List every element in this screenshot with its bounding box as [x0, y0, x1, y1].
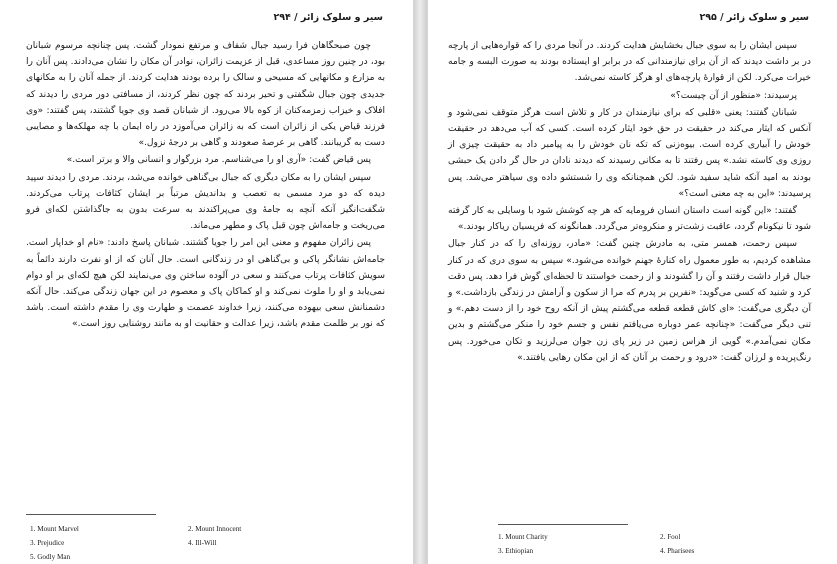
footnote-rule: [26, 514, 156, 515]
paragraph: پرسیدند: «منظور از آن چیست؟»: [670, 90, 797, 101]
footnote: 4. Ill-Will: [188, 539, 217, 547]
left-page: [0, 0, 414, 564]
paragraph: پس زائران مفهوم و معنی این امر را جویا گشتند. شبانان پاسخ دادند: «نام او خداپار است. جامه‌اش نشانگر پاکی و بی‌گناهی او در زندگانی است. حال آنان که از او نفرت دارند دائماً به سویش کثافات پرتاب می‌کنند و سعی در آلوده ساختن وی می‌نمایند لکن هیچ لکه‌ای بر او دوام نمی‌یابد و او را ملوث نمی‌کند و او کماکان پاک و معصوم در این جهان زندگی می‌کند. حال آنکه دشمنانش سعی بیهوده می‌کنند، زیرا خداوند عصمت و طهارت وی را مقدم داشته است. باشد که نور بر ظلمت مقدم باشد، زیرا عدالت و حقانیت او به مانند روشنایی روز است.»: [26, 238, 385, 330]
running-head: سیر و سلوک زائر / ۲۹۵: [699, 12, 809, 23]
body-text: [26, 38, 385, 334]
paragraph: سپس ایشان را به سوی جبال بخشایش هدایت کردند. در آنجا مردی را که قواره‌هایی از پارچه در بر داشت دیدند که از آن برای نیازمندانی که در برابر او ایستاده بودند به صورت البسه و جامه خیرات می‌کرد. لکن از قوارهٔ پارچه‌های او هرگز کاسته نمی‌شد.: [448, 41, 811, 84]
footnote: 1. Mount Marvel: [30, 525, 79, 533]
body-text: [448, 38, 811, 367]
right-page: [427, 0, 837, 564]
paragraph: شبانان گفتند: یعنی «قلبی که برای نیازمندان در کار و تلاش است هرگز متوقف نمی‌شود و آنکس که ایثار می‌کند در حقیقت در حق خود ایثار کرده است. کسی که آب می‌دهد در حقیقت خودش را آبیاری کرده است. بیوه‌زنی که تکه نان خودش را به پیامبر داد به حقیقت چیزی از روزی وی کاسته نشد.» پس رفتند تا به مکانی رسیدند که دیدند نادان در حال گر دادن یک حبشی بودند به امید آنکه شاید سفید شود. لکن همچنانکه وی را شستشو داده وی سیاهتر می‌شد. پس پرسیدند: «این به چه معنی است؟»: [448, 107, 811, 199]
paragraph: گفتند: «این گونه است داستان انسان فرومایه که هر چه کوشش شود با وسایلی به کار گرفته شود تا نیکونام گردد، عاقبت زشت‌تر و منکروه‌تر می‌گردد. همانگونه که فریسیان ریاکار بودند.»: [448, 206, 811, 233]
footnote-rule: [498, 524, 628, 525]
paragraph: سپس رحمت، همسر متی، به مادرش چنین گفت: «مادر، روزنه‌ای را که در کنار جبال مشاهده کردیم، به طور معمول راه کنارهٔ جهنم خوانده می‌شود.» سپس به سوی دری که در کنار جبال قرار داشت رفتند و آن را گشودند و از رحمت خواستند تا لحظه‌ای گوش فرا دهد. پس دقت کرد و شنید که کسی می‌گوید: «نفرین بر پدرم که مرا از سکون و آرامش در زندگی بازداشت.» و آن دیگری می‌گفت: «ای کاش قطعه قطعه می‌گشتم پیش از آنکه روح خود را از دست دهم.» و تنی دیگر می‌گفت: «چنانچه عمر دوباره می‌یافتم نفس و جسم خود را منکر می‌گشتم و بدین مکان نمی‌آمدم.» گویی از هراس زمین در زیر پای زن جوان می‌لرزید و تکان می‌خورد. پس رنگ‌پریده و لرزان گفت: «درود و رحمت بر آنان که از این مکان رهایی یافتند.»: [448, 239, 811, 363]
footnote: 1. Mount Charity: [498, 533, 548, 541]
running-head: ۲۹۴ / سیر و سلوک زائر: [273, 12, 383, 23]
paragraph: سپس ایشان را به مکان دیگری که جبال بی‌گناهی خوانده می‌شد، بردند. مردی را دیدند سپید دیده که دو مرد مسمی به تعصب و بداندیش مرتباً بر ایشان کثافات پرتاب می‌کردند. شگفت‌انگیز آنکه آنچه به جامهٔ وی می‌پراکندند به سرعت بدون به جاگذاشتن لکه‌ای فرو می‌ریخت و جامه‌اش چون قبل پاک و مطهر می‌ماند.: [26, 172, 385, 232]
footnote: 3. Ethiopian: [498, 547, 534, 555]
footnote: 4. Pharisees: [660, 547, 695, 555]
footnote: 5. Godly Man: [30, 553, 71, 561]
paragraph: پس قیاض گفت: «آری او را می‌شناسم. مرد بزرگوار و انسانی والا و برتر است.»: [66, 155, 371, 166]
footnote: 2. Fool: [660, 533, 681, 541]
paragraph: چون صبحگاهان فرا رسید جبال شفاف و مرتفع نمودار گشت. پس چنانچه مرسوم شبانان بود، در چنین روز مساعدی، قبل از عزیمت زائران، نوادر آن مکان را نشان می‌دادند. پس آنان را به مزارع و مکانهایی که مسیحی و سالک را برده بودند هدایت کردند. از جمله آنان را به مکانهای جدیدی چون جبال شگفتی و تحیر بردند که چون نظر کردند، از مسافتی دور مردی را دیدند که افلاک و خیزاب زمزمه‌کنان از کوه بالا می‌رود. از شبانان قصد وی جویا گشتند، پس گفتند: «وی فرزند قیاض یکی از زائران است که به زائران می‌آموزد در راه ایمان با چه مهلکه‌ها و مصایبی دست به گریبانند. گاهی بر عرصهٔ صعودند و گاهی بر درجهٔ نزول.»: [26, 41, 385, 149]
footnote: 3. Prejudice: [30, 539, 65, 547]
book-gutter: [414, 0, 427, 564]
footnote: 2. Mount Innocent: [188, 525, 242, 533]
